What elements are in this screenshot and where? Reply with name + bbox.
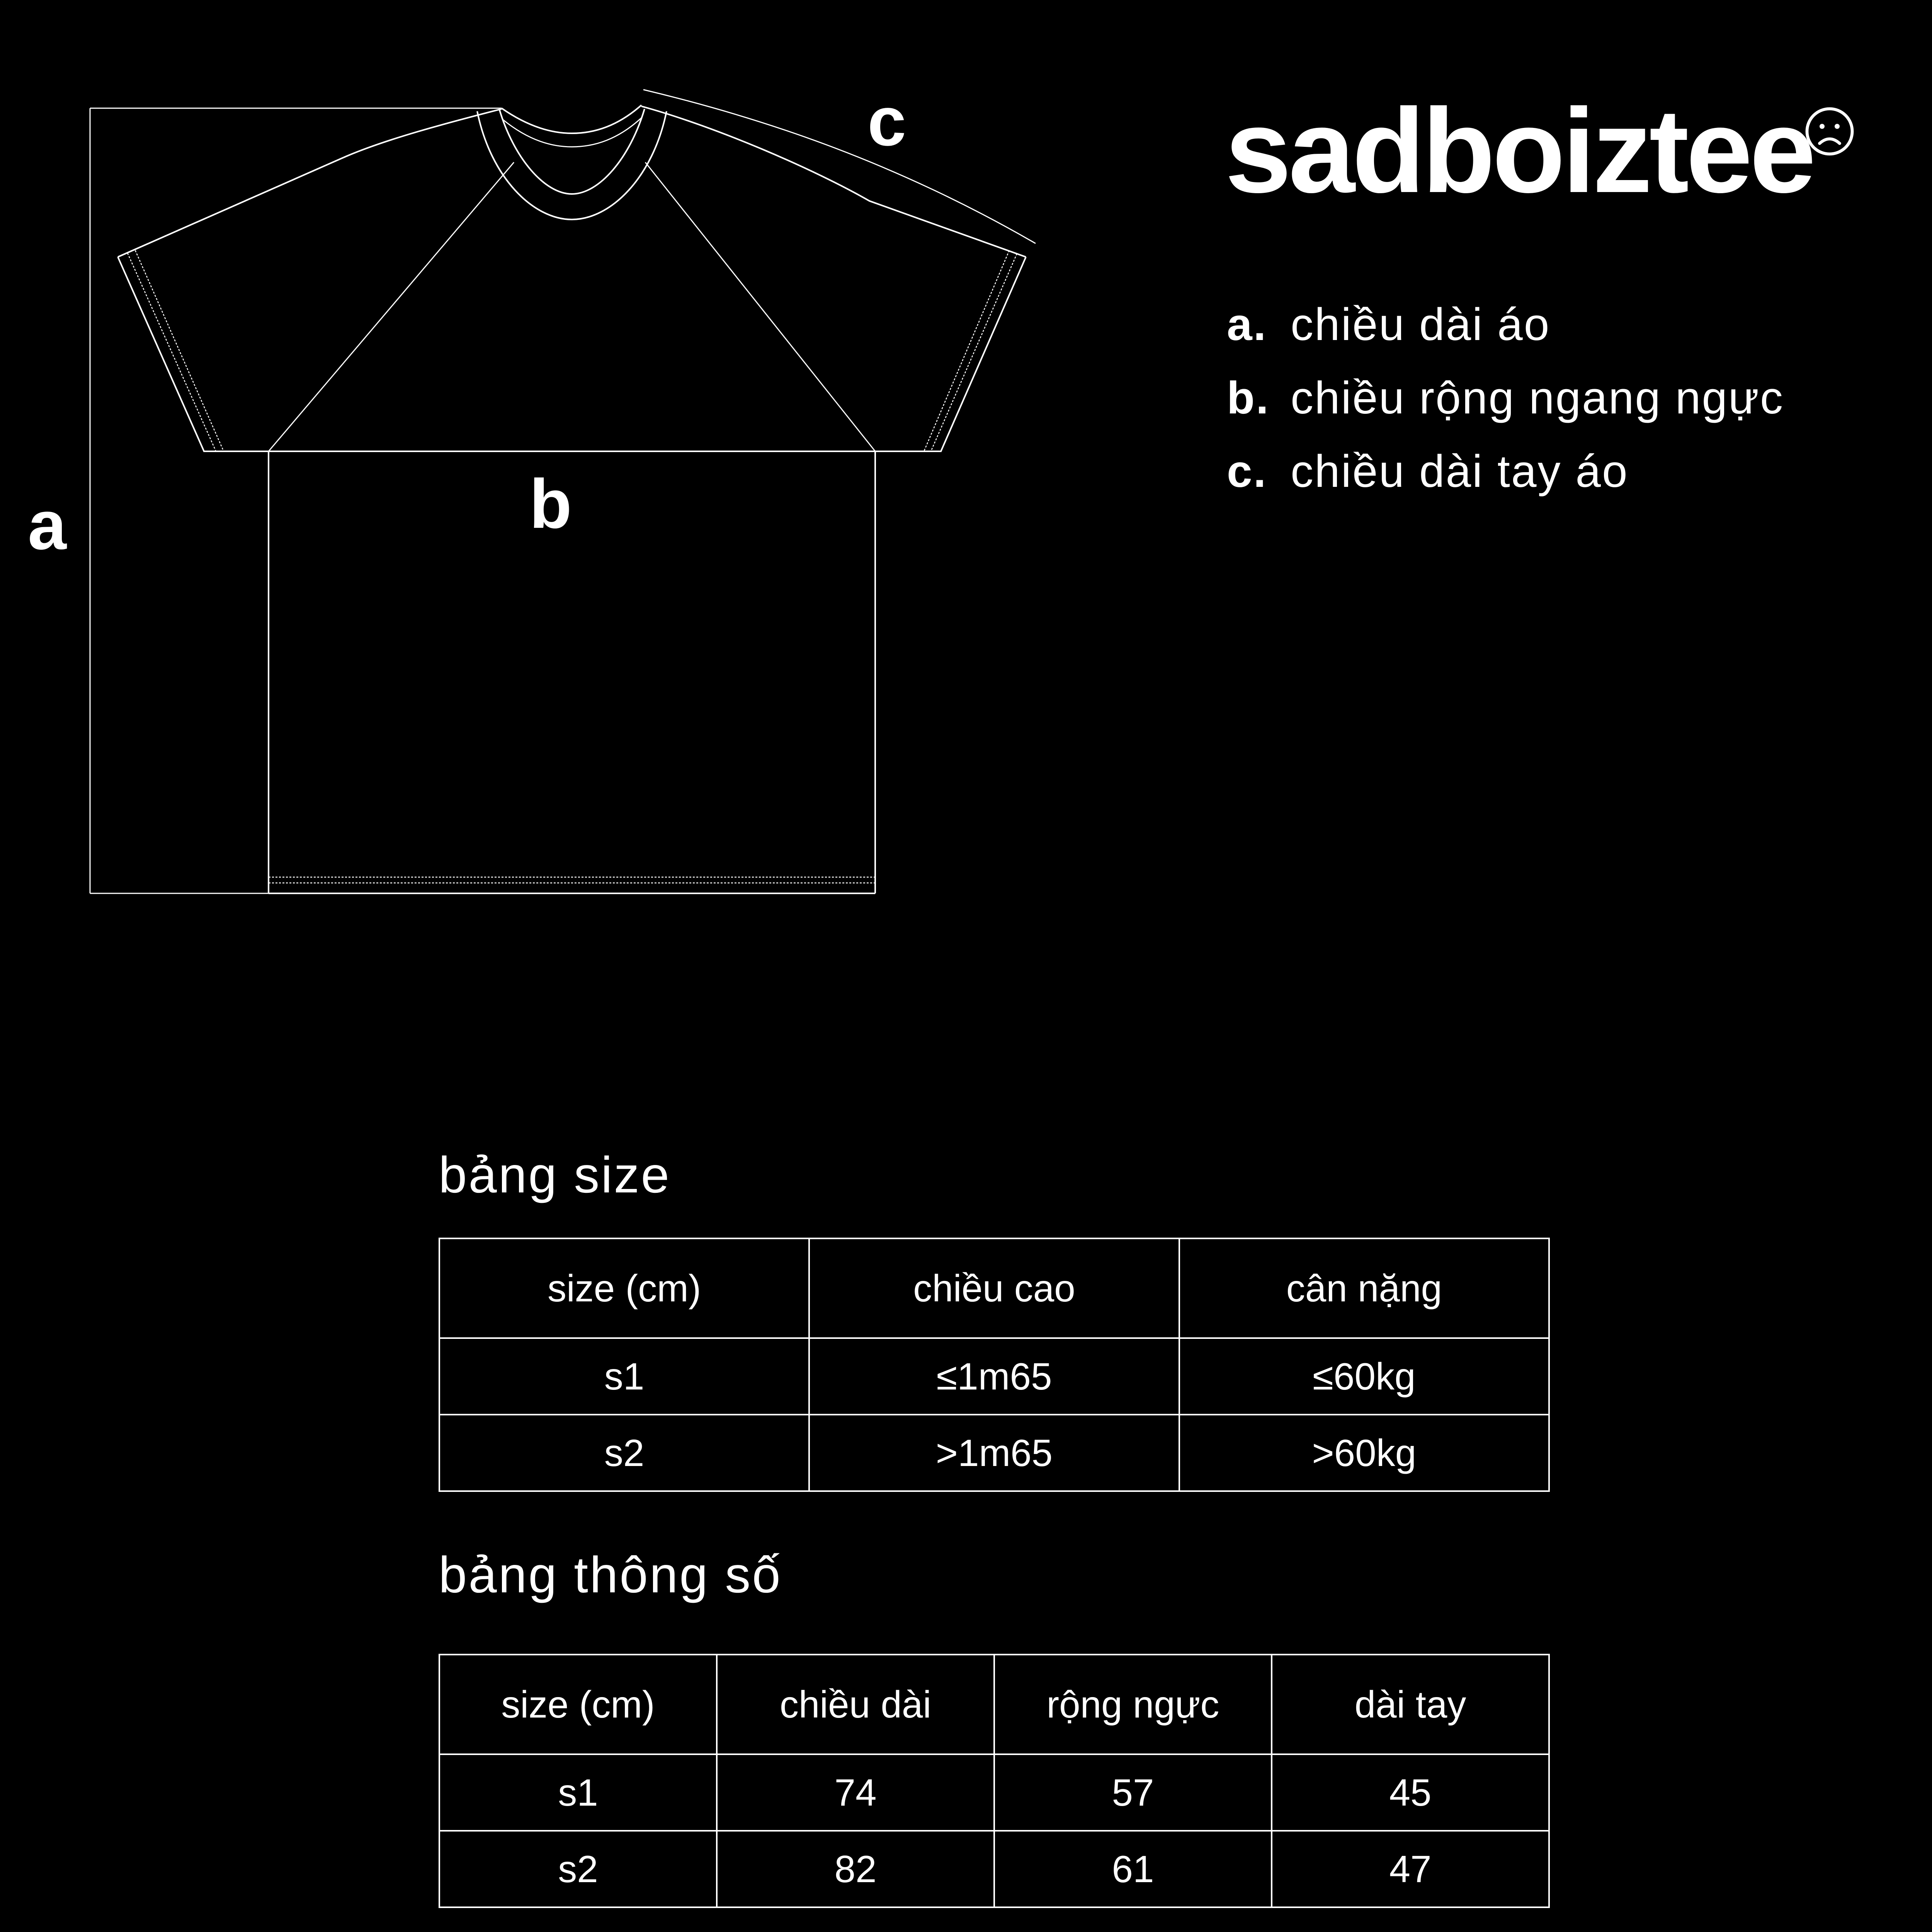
spec-table: [439, 1654, 1550, 1908]
legend-item: [1227, 435, 1784, 508]
brand-name: sadboiztee: [1225, 83, 1813, 218]
table-header-row: [439, 1238, 1549, 1338]
table-cell: 45: [1272, 1754, 1549, 1831]
dimension-label-a: a: [28, 486, 67, 564]
table-header-cell: size (cm): [439, 1655, 717, 1754]
table-header-cell: cân nặng: [1179, 1238, 1549, 1338]
sad-face-icon: [1804, 106, 1855, 156]
table-row: [439, 1338, 1549, 1415]
table-header-cell: size (cm): [439, 1238, 809, 1338]
table-cell: 57: [994, 1754, 1272, 1831]
size-table: [439, 1238, 1550, 1492]
dimension-label-b: b: [529, 465, 572, 543]
table-cell: 47: [1272, 1831, 1549, 1907]
legend-key: b.: [1227, 372, 1270, 423]
table-cell: s1: [439, 1754, 717, 1831]
tshirt-outline: [118, 106, 1026, 893]
table-cell: >60kg: [1179, 1415, 1549, 1491]
table-cell: 82: [717, 1831, 994, 1907]
measurement-legend: [1227, 288, 1784, 508]
legend-text: chiều rộng ngang ngực: [1291, 372, 1784, 423]
table-cell: 61: [994, 1831, 1272, 1907]
table-cell: ≤1m65: [809, 1338, 1179, 1415]
table-cell: 74: [717, 1754, 994, 1831]
spec-table-title: bảng thông số: [439, 1546, 782, 1603]
table-row: [439, 1754, 1549, 1831]
size-table-title: bảng size: [439, 1146, 671, 1203]
legend-text: chiều dài tay áo: [1291, 446, 1629, 497]
legend-item: [1227, 361, 1784, 435]
table-header-cell: chiều cao: [809, 1238, 1179, 1338]
table-header-cell: chiều dài: [717, 1655, 994, 1754]
table-header-row: [439, 1655, 1549, 1754]
legend-text: chiều dài áo: [1291, 299, 1551, 350]
table-row: [439, 1415, 1549, 1491]
table-cell: s2: [439, 1831, 717, 1907]
collar: [477, 105, 667, 219]
table-cell: ≤60kg: [1179, 1338, 1549, 1415]
legend-key: c.: [1227, 446, 1267, 497]
table-cell: >1m65: [809, 1415, 1179, 1491]
table-row: [439, 1831, 1549, 1907]
dimension-label-c: c: [867, 83, 906, 160]
table-header-cell: dài tay: [1272, 1655, 1549, 1754]
legend-item: [1227, 288, 1784, 361]
legend-key: a.: [1227, 299, 1267, 350]
table-header-cell: rộng ngực: [994, 1655, 1272, 1754]
table-cell: s2: [439, 1415, 809, 1491]
table-cell: s1: [439, 1338, 809, 1415]
